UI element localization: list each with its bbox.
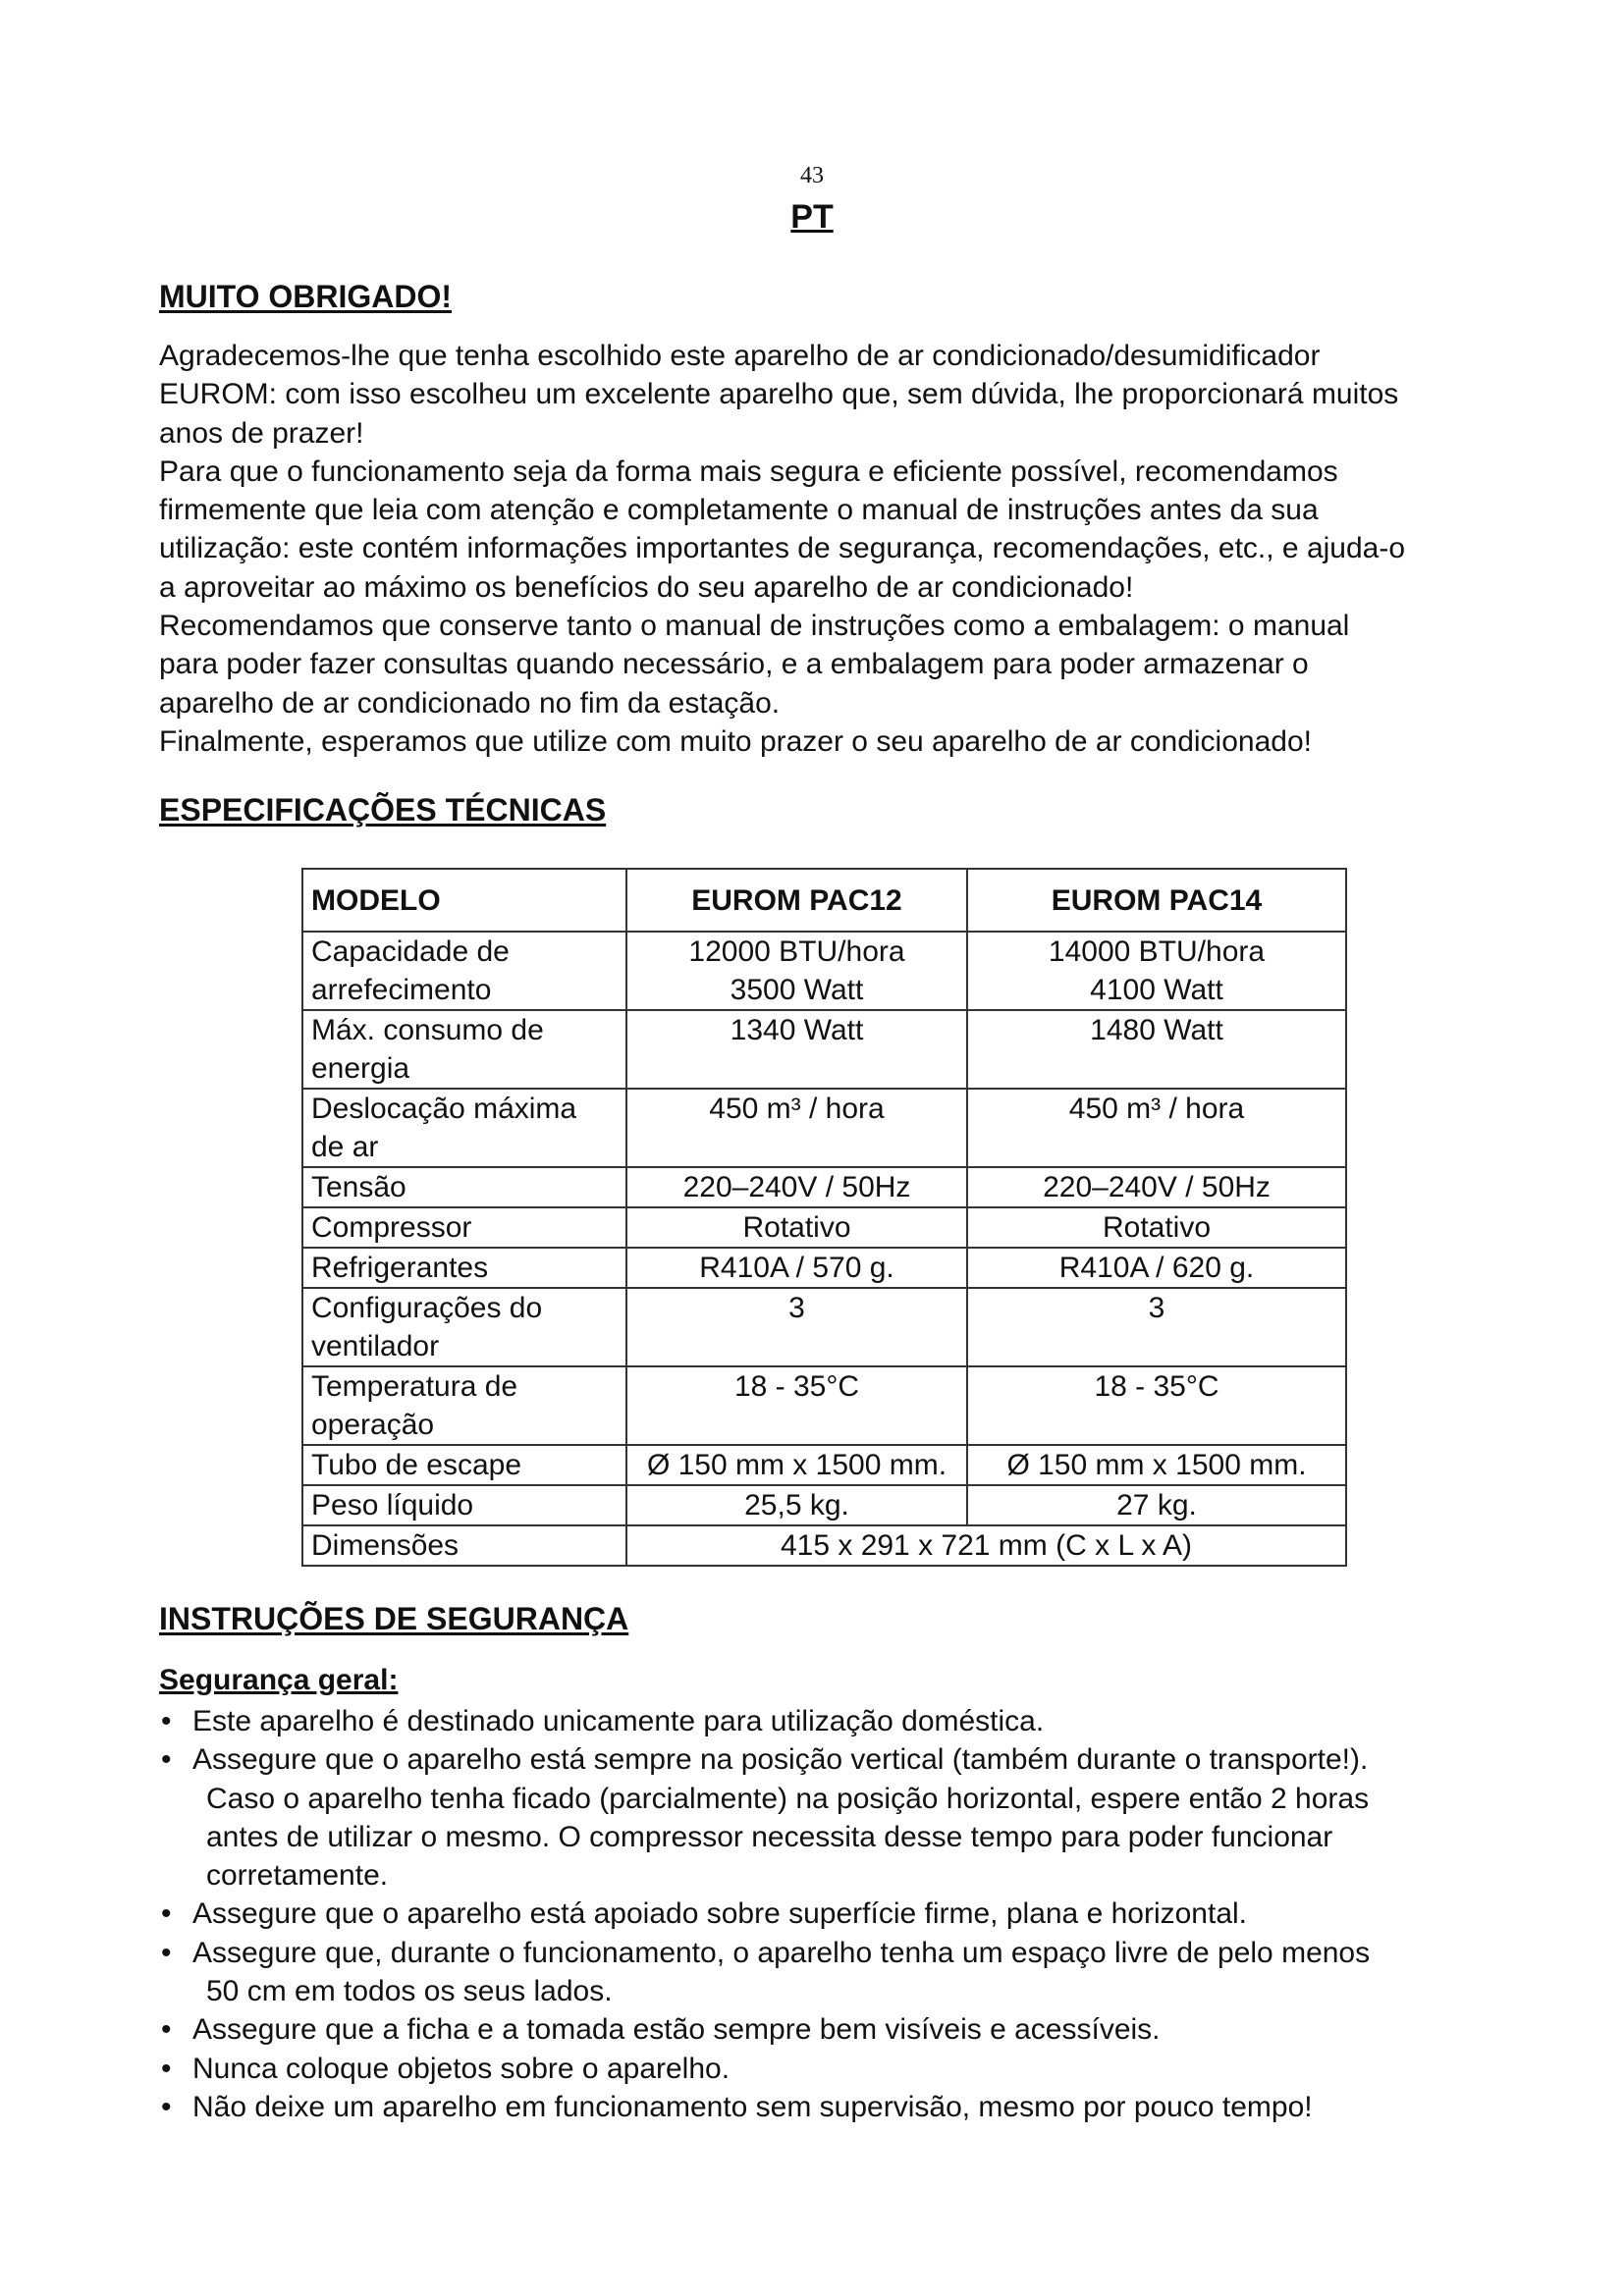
text-line: Para que o funcionamento seja da forma mais segura e eficiente possível, recomendamos	[159, 454, 1338, 488]
safety-subheading: Segurança geral:	[159, 1664, 399, 1696]
row-label-cell	[302, 932, 626, 1010]
pac12-value-cell	[626, 1288, 967, 1366]
bullet-icon: •	[161, 2052, 172, 2085]
text-line: utilização: este contém informações importantes de segurança, recomendações, etc., e ajuda-o	[159, 532, 1406, 565]
row-label-cell	[302, 1010, 626, 1089]
bullet-icon: •	[161, 1705, 172, 1737]
text-line: Recomendamos que conserve tanto o manual de instruções como a embalagem: o manual	[159, 610, 1350, 643]
list-item	[159, 1740, 1475, 1895]
cell-text: Compressor	[311, 1211, 472, 1244]
pac12-value-cell	[626, 932, 967, 1010]
cell-text: Capacidade de	[311, 935, 510, 968]
text-line: firmemente que leia com atenção e completamente o manual de instruções antes da sua	[159, 494, 1319, 527]
pac12-value-cell	[626, 1445, 967, 1485]
cell-text: operação	[311, 1409, 435, 1441]
table-header-row	[302, 869, 1346, 932]
cell-text: de ar	[311, 1131, 379, 1163]
row-label-cell: Dimensões	[302, 1525, 626, 1566]
text-line: aparelho de ar condicionado no fim da estação.	[159, 686, 781, 720]
row-label-cell	[302, 1089, 626, 1167]
pac14-value-cell	[967, 1010, 1346, 1089]
bullet-icon: •	[161, 1936, 172, 1969]
language-heading: PT	[790, 198, 834, 236]
pac14-value-cell	[967, 1248, 1346, 1288]
pac14-value-cell	[967, 1089, 1346, 1167]
cell-text: 18 - 35°C	[733, 1370, 860, 1403]
pac12-value-cell	[626, 1010, 967, 1089]
bullet-icon: •	[161, 1897, 172, 1931]
table-row	[302, 932, 1346, 1010]
text-line: Agradecemos-lhe que tenha escolhido este aparelho de ar condicionado/desumidificador	[159, 340, 1321, 372]
cell-text: ventilador	[311, 1330, 440, 1362]
cell-text: 25,5 kg.	[744, 1489, 849, 1522]
list-item	[159, 2088, 1475, 2126]
list-item-text: Assegure que, durante o funcionamento, o aparelho tenha um espaço livre de pelo menos	[192, 1936, 1371, 1969]
cell-text: 450 m³ / hora	[1068, 1093, 1245, 1125]
pac14-value-cell	[967, 1167, 1346, 1207]
bullet-icon: •	[161, 1743, 172, 1777]
text-line: EUROM: com isso escolheu um excelente aparelho que, sem dúvida, lhe proporcionará muitos	[159, 378, 1399, 411]
list-item-text: 50 cm em todos os seus lados.	[206, 1975, 613, 2008]
table-row	[302, 1089, 1346, 1167]
cell-text: Tensão	[311, 1171, 406, 1203]
header-cell-pac12: EUROM PAC12	[626, 869, 967, 932]
pac14-value-cell	[967, 1207, 1346, 1248]
pac14-value-cell	[967, 1445, 1346, 1485]
table-row	[302, 1248, 1346, 1288]
list-item-text: Nunca coloque objetos sobre o aparelho.	[192, 2052, 731, 2085]
pac12-value-cell	[626, 1248, 967, 1288]
list-item-text: antes de utilizar o mesmo. O compressor necessita desse tempo para poder funcionar	[206, 1820, 1333, 1853]
cell-text: 450 m³ / hora	[709, 1093, 885, 1125]
cell-text: R410A / 570 g.	[699, 1252, 894, 1284]
table-row	[302, 1445, 1346, 1485]
cell-text: Máx. consumo de	[311, 1014, 544, 1046]
bullet-icon: •	[161, 2090, 172, 2123]
safety-list	[159, 1702, 1475, 2126]
cell-text: 220–240V / 50Hz	[1043, 1171, 1271, 1203]
text-line: a aproveitar ao máximo os benefícios do seu aparelho de ar condicionado!	[159, 570, 1134, 604]
list-item	[159, 1934, 1475, 2011]
intro-paragraph	[159, 337, 1494, 453]
specs-heading: ESPECIFICAÇÕES TÉCNICAS	[159, 792, 607, 828]
cell-text: Configurações do	[311, 1292, 543, 1324]
cell-text: 1480 Watt	[1090, 1014, 1223, 1046]
table-row-dimensions	[302, 1525, 1346, 1566]
row-label-cell	[302, 1207, 626, 1248]
cell-text: 3	[1148, 1292, 1165, 1324]
table-row	[302, 1167, 1346, 1207]
cell-text: energia	[311, 1052, 410, 1085]
cell-text: 27 kg.	[1116, 1489, 1197, 1522]
cell-text: Refrigerantes	[311, 1252, 489, 1284]
list-item-text: Este aparelho é destinado unicamente para utilização doméstica.	[192, 1705, 1045, 1737]
cell-text: Rotativo	[1102, 1211, 1212, 1244]
list-item-text: corretamente.	[206, 1859, 389, 1893]
list-item	[159, 2010, 1475, 2049]
table-row	[302, 1366, 1346, 1445]
list-item	[159, 1895, 1475, 1933]
cell-text: Rotativo	[742, 1211, 851, 1244]
safety-heading: INSTRUÇÕES DE SEGURANÇA	[159, 1601, 629, 1636]
intro-paragraph	[159, 453, 1494, 607]
dimensions-value-cell: 415 x 291 x 721 mm (C x L x A)	[626, 1525, 1346, 1566]
pac12-value-cell	[626, 1366, 967, 1445]
list-item-text: Assegure que o aparelho está sempre na posição vertical (também durante o transporte!).	[192, 1743, 1369, 1777]
page-number: 43	[800, 163, 824, 188]
cell-text: 14000 BTU/hora	[1048, 935, 1266, 968]
text-line: Finalmente, esperamos que utilize com muito prazer o seu aparelho de ar condicionado!	[159, 724, 1312, 758]
text-line: para poder fazer consultas quando necessário, e a embalagem para poder armazenar o	[159, 648, 1309, 681]
list-item-text: Não deixe um aparelho em funcionamento sem supervisão, mesmo por pouco tempo!	[192, 2090, 1313, 2123]
table-row	[302, 1288, 1346, 1366]
pac12-value-cell	[626, 1207, 967, 1248]
header-cell-pac14: EUROM PAC14	[967, 869, 1346, 932]
pac12-value-cell	[626, 1089, 967, 1167]
cell-text: arrefecimento	[311, 974, 492, 1006]
pac14-value-cell	[967, 1485, 1346, 1525]
bullet-icon: •	[161, 2013, 172, 2047]
table-row	[302, 1010, 1346, 1089]
pac14-value-cell	[967, 1366, 1346, 1445]
pac12-value-cell	[626, 1485, 967, 1525]
cell-text: 220–240V / 50Hz	[682, 1171, 911, 1203]
pac12-value-cell	[626, 1167, 967, 1207]
cell-text: Tubo de escape	[311, 1449, 522, 1481]
cell-text: Ø 150 mm x 1500 mm.	[1006, 1449, 1307, 1481]
cell-text: 1340 Watt	[730, 1014, 864, 1046]
cell-text: 18 - 35°C	[1094, 1370, 1219, 1403]
list-item	[159, 2050, 1475, 2088]
cell-text: 3500 Watt	[730, 974, 864, 1006]
row-label-cell	[302, 1167, 626, 1207]
list-item-text: Assegure que o aparelho está apoiado sobre superfície firme, plana e horizontal.	[192, 1897, 1248, 1931]
row-label-cell	[302, 1366, 626, 1445]
cell-text: 4100 Watt	[1090, 974, 1223, 1006]
cell-text: Peso líquido	[311, 1489, 474, 1522]
list-item	[159, 1702, 1475, 1740]
table-row	[302, 1207, 1346, 1248]
thanks-heading: MUITO OBRIGADO!	[159, 279, 453, 314]
list-item-text: Assegure que a ficha e a tomada estão sempre bem visíveis e acessíveis.	[192, 2013, 1161, 2047]
header-cell-model: MODELO	[302, 869, 626, 932]
cell-text: 3	[788, 1292, 805, 1324]
table-row	[302, 1485, 1346, 1525]
specifications-table	[301, 868, 1347, 1567]
cell-text: Ø 150 mm x 1500 mm.	[646, 1449, 947, 1481]
intro-text	[159, 337, 1494, 761]
text-line: anos de prazer!	[159, 416, 364, 450]
cell-text: 12000 BTU/hora	[688, 935, 905, 968]
cell-text: Temperatura de	[311, 1370, 518, 1403]
pac14-value-cell	[967, 1288, 1346, 1366]
row-label-cell	[302, 1248, 626, 1288]
intro-paragraph	[159, 607, 1494, 722]
row-label-cell	[302, 1288, 626, 1366]
intro-paragraph	[159, 722, 1494, 761]
row-label-cell	[302, 1445, 626, 1485]
list-item-text: Caso o aparelho tenha ficado (parcialmente) na posição horizontal, espere então 2 horas	[206, 1782, 1370, 1815]
row-label-cell	[302, 1485, 626, 1525]
cell-text: Deslocação máxima	[311, 1093, 577, 1125]
cell-text: R410A / 620 g.	[1058, 1252, 1255, 1284]
pac14-value-cell	[967, 932, 1346, 1010]
